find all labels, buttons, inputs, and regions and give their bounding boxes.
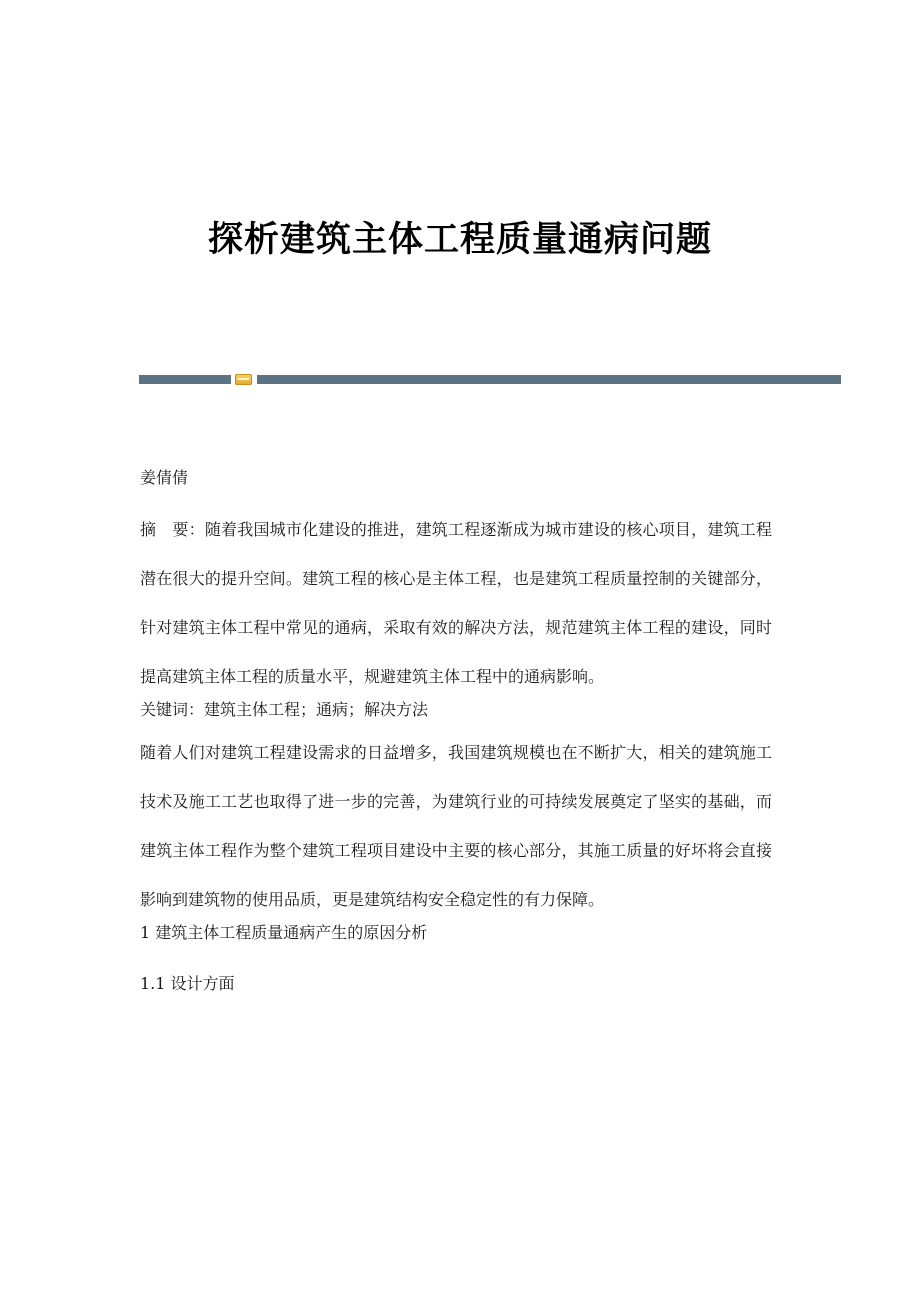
divider-ornament-icon [235, 374, 252, 385]
title-divider [139, 375, 841, 384]
author-name: 姜倩倩 [140, 468, 189, 487]
section-heading-1-1: 1.1 设计方面 [140, 974, 235, 993]
divider-bar-left [139, 375, 231, 384]
abstract-paragraph: 摘 要：随着我国城市化建设的推进，建筑工程逐渐成为城市建设的核心项目，建筑工程潜在很大的提升空间。建筑工程的核心是主体工程，也是建筑工程质量控制的关键部分，针对建筑主体工程中常见的通病，采取有效的解决方法，规范建筑主体工程的建设，同时提高建筑主体工程的质量水平，规避建筑主体工程中的通病影响。 [140, 520, 772, 686]
keywords-line: 关键词：建筑主体工程；通病；解决方法 [140, 700, 429, 719]
document-body [140, 466, 772, 996]
intro-paragraph: 随着人们对建筑工程建设需求的日益增多，我国建筑规模也在不断扩大，相关的建筑施工技术及施工工艺也取得了进一步的完善，为建筑行业的可持续发展奠定了坚实的基础，而建筑主体工程作为整个建筑工程项目建设中主要的核心部分，其施工质量的好坏将会直接影响到建筑物的使用品质，更是建筑结构安全稳定性的有力保障。 [140, 743, 772, 909]
section-heading-1: 1 建筑主体工程质量通病产生的原因分析 [140, 923, 428, 942]
document-title: 探析建筑主体工程质量通病问题 [207, 219, 712, 260]
divider-bar-right [257, 375, 841, 384]
